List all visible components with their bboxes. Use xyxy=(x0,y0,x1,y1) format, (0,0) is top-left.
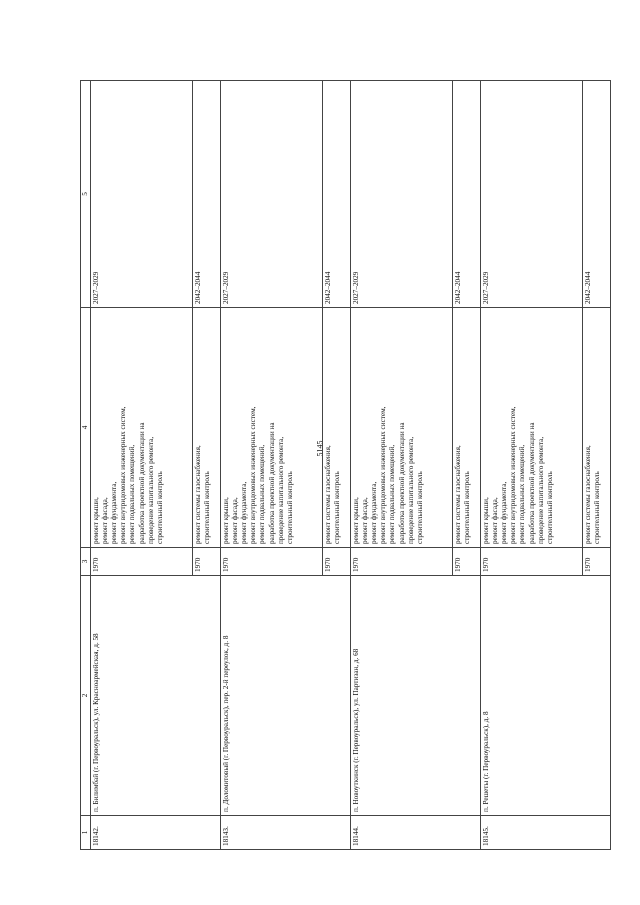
address-cell: п. Билимбай (г. Первоуральск), ул. Красноармейская, д. 58 xyxy=(91,576,221,816)
work-item: ремонт фундамента, xyxy=(500,481,509,544)
year-cell: 1970 xyxy=(193,548,221,576)
work-item: разработка проектной документации на xyxy=(527,422,536,544)
work-item: ремонт фундамента, xyxy=(240,481,249,544)
work-item: строительный контроль xyxy=(285,471,294,544)
work-item: разработка проектной документации на xyxy=(137,422,146,544)
works-cell xyxy=(453,308,481,548)
page-number: 5145 xyxy=(315,440,325,457)
work-item: строительный контроль xyxy=(415,471,424,544)
work-item: ремонт системы газоснабжения, xyxy=(584,445,593,544)
period-cell: 2042–2044 xyxy=(583,81,611,308)
period-cell: 2042–2044 xyxy=(323,81,351,308)
work-item: ремонт системы газоснабжения, xyxy=(454,445,463,544)
table-row xyxy=(481,81,583,850)
rotated-table-container xyxy=(80,80,600,850)
work-item: ремонт внутридомовых инженерных систем, xyxy=(249,406,258,544)
row-number: 18142. xyxy=(91,816,221,850)
address-cell: п. Доломитовый (г. Первоуральск), пер. 2-й переулок, д. 8 xyxy=(221,576,351,816)
works-cell xyxy=(583,308,611,548)
work-item: строительный контроль xyxy=(333,471,342,544)
period-cell: 2027–2029 xyxy=(91,81,193,308)
period-cell: 2042–2044 xyxy=(453,81,481,308)
works-cell xyxy=(193,308,221,548)
works-cell xyxy=(351,308,453,548)
work-item: строительный контроль xyxy=(463,471,472,544)
work-item: проведение капитального ремонта, xyxy=(536,436,545,544)
address-cell: п. Новоуткинск (г. Первоуральск), ул. Партизан, д. 68 xyxy=(351,576,481,816)
work-item: ремонт фасада, xyxy=(231,497,240,544)
table-row xyxy=(351,81,453,850)
work-item: ремонт системы газоснабжения, xyxy=(194,445,203,544)
work-item: ремонт внутридомовых инженерных систем, xyxy=(509,406,518,544)
period-cell: 2027–2029 xyxy=(481,81,583,308)
period-cell: 2027–2029 xyxy=(351,81,453,308)
works-cell xyxy=(481,308,583,548)
col-header-5: 5 xyxy=(81,81,91,308)
work-item: проведение капитального ремонта, xyxy=(406,436,415,544)
table-row xyxy=(221,81,323,850)
work-item: ремонт подвальных помещений, xyxy=(258,444,267,544)
period-cell: 2042–2044 xyxy=(193,81,221,308)
year-cell: 1970 xyxy=(453,548,481,576)
work-item: ремонт подвальных помещений, xyxy=(388,444,397,544)
year-cell: 1970 xyxy=(583,548,611,576)
work-item: строительный контроль xyxy=(203,471,212,544)
work-item: разработка проектной документации на xyxy=(267,422,276,544)
work-item: ремонт крыши, xyxy=(482,497,491,544)
works-cell xyxy=(323,308,351,548)
work-item: строительный контроль xyxy=(155,471,164,544)
work-item: ремонт фундамента, xyxy=(370,481,379,544)
row-number: 18145. xyxy=(481,816,611,850)
work-item: ремонт крыши, xyxy=(352,497,361,544)
work-item: ремонт подвальных помещений, xyxy=(128,444,137,544)
year-cell: 1970 xyxy=(91,548,193,576)
work-item: ремонт системы газоснабжения, xyxy=(324,445,333,544)
works-cell xyxy=(221,308,323,548)
work-item: ремонт внутридомовых инженерных систем, xyxy=(119,406,128,544)
work-item: ремонт внутридомовых инженерных систем, xyxy=(379,406,388,544)
work-item: разработка проектной документации на xyxy=(397,422,406,544)
capital-repair-table xyxy=(80,80,611,850)
col-header-1: 1 xyxy=(81,816,91,850)
header-row xyxy=(81,81,91,850)
work-item: ремонт крыши, xyxy=(222,497,231,544)
row-number: 18143. xyxy=(221,816,351,850)
col-header-3: 3 xyxy=(81,548,91,576)
year-cell: 1970 xyxy=(351,548,453,576)
table-row xyxy=(91,81,193,850)
work-item: ремонт крыши, xyxy=(92,497,101,544)
col-header-4: 4 xyxy=(81,308,91,548)
period-cell: 2027–2029 xyxy=(221,81,323,308)
work-item: ремонт фасада, xyxy=(101,497,110,544)
year-cell: 1970 xyxy=(481,548,583,576)
address-cell: п. Решеты (г. Первоуральск), д. 8 xyxy=(481,576,611,816)
work-item: строительный контроль xyxy=(545,471,554,544)
year-cell: 1970 xyxy=(221,548,323,576)
row-number: 18144. xyxy=(351,816,481,850)
works-cell xyxy=(91,308,193,548)
work-item: ремонт подвальных помещений, xyxy=(518,444,527,544)
col-header-2: 2 xyxy=(81,576,91,816)
work-item: проведение капитального ремонта, xyxy=(276,436,285,544)
work-item: ремонт фундамента, xyxy=(110,481,119,544)
work-item: строительный контроль xyxy=(593,471,602,544)
work-item: ремонт фасада, xyxy=(361,497,370,544)
work-item: проведение капитального ремонта, xyxy=(146,436,155,544)
year-cell: 1970 xyxy=(323,548,351,576)
work-item: ремонт фасада, xyxy=(491,497,500,544)
